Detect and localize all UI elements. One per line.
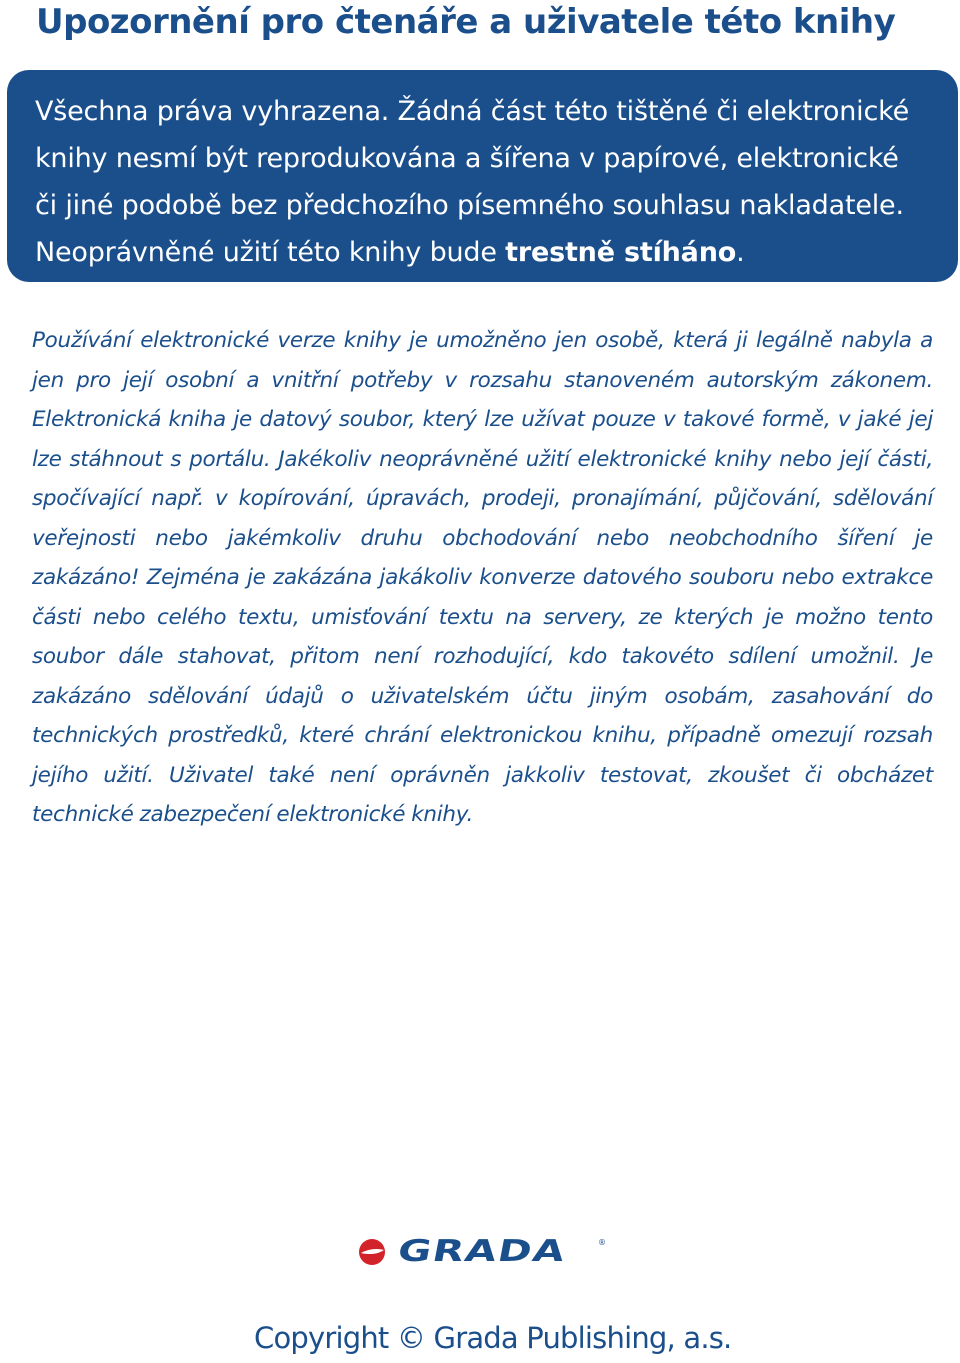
- registered-mark: ®: [598, 1238, 606, 1247]
- notice-line-4-end: .: [736, 237, 745, 268]
- notice-line-2: knihy nesmí být reprodukována a šířena v papírové, elektronické: [35, 143, 899, 174]
- notice-line-4: [35, 229, 938, 276]
- copyright-notice: Copyright © Grada Publishing, a.s.: [254, 1321, 732, 1355]
- notice-line-3: či jiné podobě bez předchozího písemného souhlasu nakladatele.: [35, 190, 904, 221]
- usage-terms-paragraph: Používání elektronické verze knihy je umožněno jen osobě, která ji legálně nabyla a jen pro její osobní a vnitřní potřeby v rozsahu stanoveném autorským zákonem. Elektronická kniha je datový soubor, který lze užívat pouze v takové formě, v jaké jej lze stáhnout s portálu. Jakékoliv neoprávněné užití elektronické knihy nebo její části, spočívající např. v kopírování, úpravách, prodeji, pronajímání, půjčování, sdělování veřejnosti nebo jakémkoliv druhu obchodování nebo neobchodního šíření je zakázáno! Zejména je zakázána jakákoliv konverze datového souboru nebo extrakce části nebo celého textu, umisťování textu na servery, ze kterých je možno tento soubor dále stahovat, přitom není rozhodující, kdo takovéto sdílení umožnil. Je zakázáno sdělování údajů o uživatelském účtu jiným osobám, zasahování do technických prostředků, které chrání elektronickou knihu, případně omezují rozsah jejího užití. Uživatel také není oprávněn jakkoliv testovat, zkoušet či obcházet technické zabezpečení elektronické knihy.: [32, 328, 933, 827]
- notice-emphasis: trestně stíháno: [505, 237, 737, 268]
- notice-line-4-start: Neoprávněné užití této knihy bude: [35, 237, 506, 268]
- grada-wordmark: GRADA: [394, 1234, 569, 1269]
- page-heading: Upozornění pro čtenáře a uživatele této knihy: [36, 2, 896, 42]
- publisher-logo: [358, 1236, 608, 1268]
- notice-line-1: Všechna práva vyhrazena. Žádná část této tištěné či elektronické: [35, 96, 909, 127]
- grada-logo-mark-icon: [358, 1238, 386, 1266]
- rights-notice-box: [7, 70, 958, 282]
